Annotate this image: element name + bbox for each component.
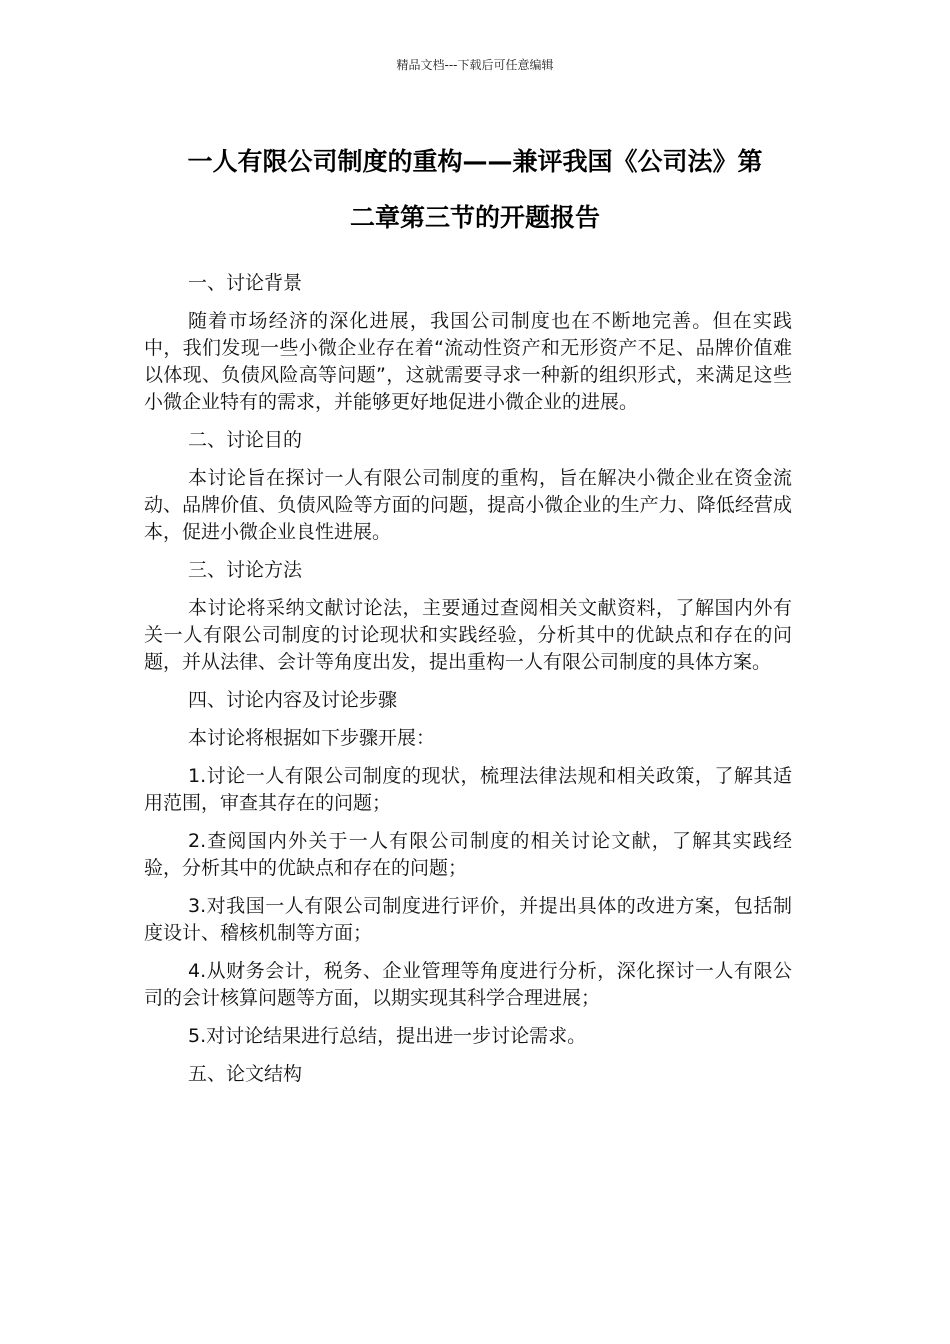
step-item: 3.对我国一人有限公司制度进行评价，并提出具体的改进方案，包括制度设计、稽核机制等方面； [144, 895, 792, 944]
section-method [144, 557, 792, 676]
document-title [140, 134, 810, 246]
section-structure [144, 1061, 792, 1088]
step-item: 5.对讨论结果进行总结，提出进一步讨论需求。 [188, 1025, 587, 1047]
step-item: 2.查阅国内外关于一人有限公司制度的相关讨论文献，了解其实践经验，分析其中的优缺点和存在的问题； [144, 830, 792, 879]
page-header: 精品文档---下载后可任意编辑 [396, 58, 554, 72]
paragraph: 本讨论旨在探讨一人有限公司制度的重构，旨在解决小微企业在资金流动、品牌价值、负债风险等方面的问题，提高小微企业的生产力、降低经营成本，促进小微企业良性进展。 [144, 467, 792, 543]
section-heading: 二、讨论目的 [188, 429, 303, 451]
section-heading: 四、讨论内容及讨论步骤 [188, 689, 398, 711]
section-heading: 一、讨论背景 [188, 272, 303, 294]
step-item: 1.讨论一人有限公司制度的现状，梳理法律法规和相关政策，了解其适用范围，审查其存在的问题； [144, 765, 792, 814]
paragraph: 随着市场经济的深化进展，我国公司制度也在不断地完善。但在实践中，我们发现一些小微企业存在着“流动性资产和无形资产不足、品牌价值难以体现、负债风险高等问题”，这就需要寻求一种新的组织形式，来满足这些小微企业特有的需求，并能够更好地促进小微企业的进展。 [144, 310, 792, 413]
title-line-2: 二章第三节的开题报告 [349, 203, 600, 232]
section-content-steps [144, 687, 792, 1050]
section-heading: 三、讨论方法 [188, 559, 303, 581]
title-line-1: 一人有限公司制度的重构——兼评我国《公司法》第 [187, 147, 763, 176]
section-purpose [144, 427, 792, 546]
section-background [144, 270, 792, 416]
section-heading: 五、论文结构 [188, 1063, 303, 1085]
document-body [144, 270, 792, 1099]
paragraph: 本讨论将采纳文献讨论法，主要通过查阅相关文献资料，了解国内外有关一人有限公司制度的讨论现状和实践经验，分析其中的优缺点和存在的问题，并从法律、会计等角度出发，提出重构一人有限公司制度的具体方案。 [144, 597, 792, 673]
paragraph: 本讨论将根据如下步骤开展： [188, 727, 436, 749]
step-item: 4.从财务会计，税务、企业管理等角度进行分析，深化探讨一人有限公司的会计核算问题等方面，以期实现其科学合理进展； [144, 960, 792, 1009]
